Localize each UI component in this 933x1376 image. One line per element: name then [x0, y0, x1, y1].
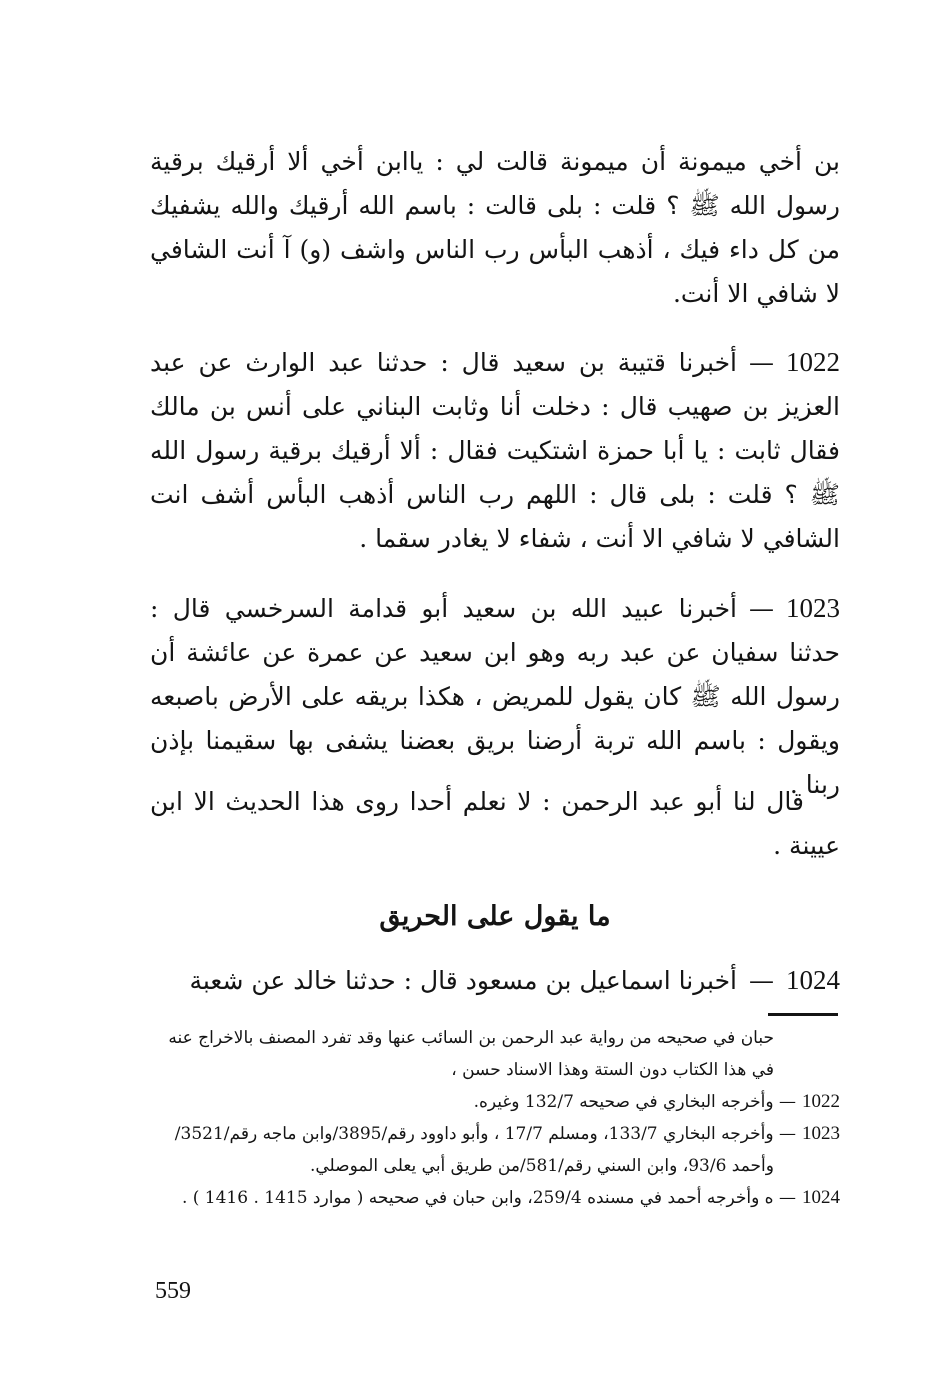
footnote-text: ه وأخرجه أحمد في مسنده 259/4، وابن حبان في صحيحه ( موارد 1415 . 1416 ) . [181, 1188, 774, 1208]
hadith-number: 1023 [786, 593, 840, 623]
footnote-divider [768, 1013, 838, 1016]
footnote-number: 1022 [802, 1091, 840, 1112]
hadith-text: أخبرنا اسماعيل بن مسعود قال : حدثنا خالد عن شعبة [189, 966, 737, 995]
page-number: 559 [155, 1278, 191, 1304]
section-heading: ما يقول على الحريق [379, 901, 611, 932]
footnote-number: 1023 [802, 1123, 840, 1144]
footnote-continuation [150, 1022, 840, 1086]
hadith-1024 [150, 958, 840, 1003]
dash: — [779, 1188, 796, 1208]
paragraph-text: بن أخي ميمونة أن ميمونة قالت لي : ياابن أخي ألا أرقيك برقية رسول الله ﷺ ؟ قلت : بلى قالت : باسم الله أرقيك والله يشفيك من كل داء فيك ، أذهب البأس رب الناس واشف (و) آ أنت الشافي لا شافي الا أنت. [150, 147, 840, 308]
paragraph-continuation [150, 140, 840, 316]
footnote-1023 [150, 1118, 840, 1182]
hadith-1022 [150, 340, 840, 561]
footnote-1022 [150, 1086, 840, 1118]
footnote-1024 [150, 1182, 840, 1214]
hadith-number: 1022 [786, 347, 840, 377]
hadith-text: أخبرنا قتيبة بن سعيد قال : حدثنا عبد الوارث عن عبد العزيز بن صهيب قال : دخلت أنا وثابت البناني على أنس بن مالك فقال ثابت : يا أبا حمزة اشتكيت فقال : ألا أرقيك برقية رسول الله ﷺ ؟ قلت : بلى قال : اللهم رب الناس أذهب البأس أشف انت الشافي لا شافي الا أنت ، شفاء لا يغادر سقما . [150, 348, 840, 553]
dash: — [779, 1124, 796, 1144]
remark-text: قال لنا أبو عبد الرحمن : لا نعلم أحدا روى هذا الحديث الا ابن عيينة . [150, 787, 840, 860]
dash: — [779, 1092, 796, 1112]
dash: — [749, 348, 774, 377]
hadith-text: أخبرنا عبيد الله بن سعيد أبو قدامة السرخسي قال : حدثنا سفيان عن عبد ربه وهو ابن سعيد عن عمرة عن عائشة أن رسول الله ﷺ كان يقول للمريض ، هكذا بريقه على الأرض باصبعه ويقول : باسم الله تربة أرضنا بريق بعضنا يشفى بها سقيمنا بإذن ربنا . [150, 594, 840, 799]
footnote-number: 1024 [802, 1187, 840, 1208]
hadith-1023 [150, 586, 840, 807]
footnote-text: وأخرجه البخاري 133/7، ومسلم 17/7 ، وأبو داوود رقم/3895/وابن ماجه رقم/3521/وأحمد 93/6، وابن السني رقم/581/من طريق أبي يعلى الموصلي. [174, 1124, 774, 1176]
footnotes [150, 1022, 840, 1214]
footnote-text: وأخرجه البخاري في صحيحه 132/7 وغيره. [473, 1092, 774, 1112]
dash: — [749, 966, 774, 995]
hadith-number: 1024 [786, 965, 840, 995]
footnote-text: حبان في صحيحه من رواية عبد الرحمن بن السائب عنها وقد تفرد المصنف بالاخراج عنه في هذا الكتاب دون الستة وهذا الاسناد حسن ، [168, 1028, 774, 1080]
dash: — [749, 594, 774, 623]
author-remark [150, 780, 840, 868]
